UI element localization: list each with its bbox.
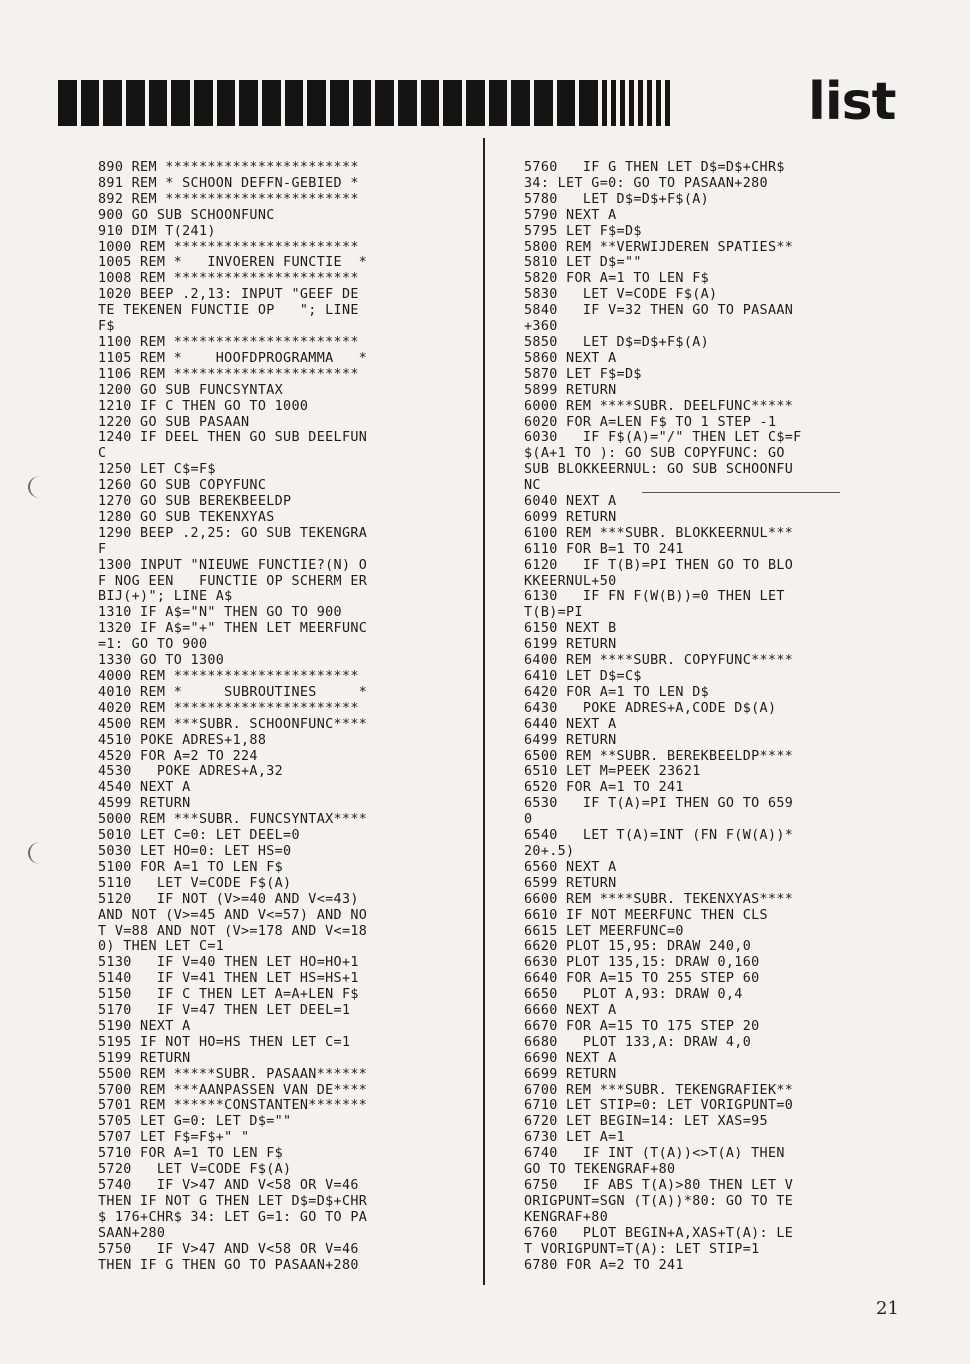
code-line: 6510 LET M=PEEK 23621 [524,764,701,780]
code-line: 6630 PLOT 135,15: DRAW 0,160 [524,955,760,971]
code-line: 5810 LET D$="" [524,255,642,271]
code-line: 910 DIM T(241) [98,223,216,239]
code-line: 5140 IF V=41 THEN LET HS=HS+1 [98,971,359,987]
code-line: 1210 IF C THEN GO TO 1000 [98,398,309,414]
code-line: F NOG EEN FUNCTIE OP SCHERM ER [98,573,368,589]
code-line: 5790 NEXT A [524,207,617,223]
code-line: 1008 REM ********************** [98,271,359,287]
code-line: 6420 FOR A=1 TO LEN D$ [524,684,710,700]
code-line: 4530 POKE ADRES+A,32 [98,764,284,780]
code-line: 5701 REM ******CONSTANTEN******* [98,1098,368,1114]
code-line: 6150 NEXT B [524,621,617,637]
code-line: 5710 FOR A=1 TO LEN F$ [98,1146,284,1162]
code-line: 6615 LET MEERFUNC=0 [524,923,684,939]
code-line: 6640 FOR A=15 TO 255 STEP 60 [524,971,760,987]
code-line: 6650 PLOT A,93: DRAW 0,4 [524,987,743,1003]
code-line: 4599 RETURN [98,796,191,812]
code-line: 6750 IF ABS T(A)>80 THEN LET V [524,1178,794,1193]
code-line: 1250 LET C$=F$ [98,462,216,478]
code-line: 5860 NEXT A [524,350,617,366]
code-line: 5705 LET G=0: LET D$="" [98,1114,292,1130]
code-line: 5720 LET V=CODE F$(A) [98,1162,292,1178]
code-line: 5150 IF C THEN LET A=A+LEN F$ [98,987,359,1003]
code-line: T(B)=PI [524,605,583,621]
code-line: 5199 RETURN [98,1050,191,1066]
code-line: 1300 INPUT "NIEUWE FUNCTIE?(N) O [98,557,368,573]
code-line: 4540 NEXT A [98,780,191,796]
code-line: 6620 PLOT 15,95: DRAW 240,0 [524,939,752,955]
code-line: 6130 IF FN F(W(B))=0 THEN LET [524,589,785,605]
code-line: 6760 PLOT BEGIN+A,XAS+T(A): LE [524,1225,794,1241]
code-line: 6120 IF T(B)=PI THEN GO TO BLO [524,557,794,573]
code-line: 6660 NEXT A [524,1003,617,1019]
code-line: KKEERNUL+50 [524,573,617,589]
code-line: 6670 FOR A=15 TO 175 STEP 20 [524,1018,760,1034]
code-line: 6720 LET BEGIN=14: LET XAS=95 [524,1114,768,1130]
code-line: C [98,446,107,462]
code-line: 6440 NEXT A [524,716,617,732]
code-line: T VORIGPUNT=T(A): LET STIP=1 [524,1241,760,1257]
code-line: 5840 IF V=32 THEN GO TO PASAAN [524,303,794,319]
code-line: 6499 RETURN [524,732,617,748]
page-number: 21 [876,1298,899,1319]
code-line: 6740 IF INT (T(A))<>T(A) THEN [524,1146,785,1162]
magazine-logo: list [808,72,896,132]
code-line: 1280 GO SUB TEKENXYAS [98,509,275,525]
pen-underline-mark [642,492,840,493]
code-line: 1020 BEEP .2,13: INPUT "GEEF DE [98,287,359,303]
code-line: 6560 NEXT A [524,859,617,875]
code-line: 5110 LET V=CODE F$(A) [98,875,292,891]
code-line: 5010 LET C=0: LET DEEL=0 [98,828,300,844]
code-line: 6540 LET T(A)=INT (FN F(W(A))* [524,828,794,844]
code-line: ORIGPUNT=SGN (T(A))*80: GO TO TE [524,1193,794,1209]
code-line: 1290 BEEP .2,25: GO SUB TEKENGRA [98,525,368,541]
code-line: 6700 REM ***SUBR. TEKENGRAFIEK** [524,1082,794,1098]
code-line: 6410 LET D$=C$ [524,669,642,684]
code-line: 6730 LET A=1 [524,1130,625,1146]
code-line: 6599 RETURN [524,875,617,891]
code-line: 4520 FOR A=2 TO 224 [98,748,258,764]
code-line: 4510 POKE ADRES+1,88 [98,732,267,748]
code-line: 5120 IF NOT (V>=40 AND V<=43) [98,891,359,907]
code-line: 6500 REM **SUBR. BEREKBEELDP**** [524,748,794,764]
code-line: 6699 RETURN [524,1066,617,1082]
code-line: =1: GO TO 900 [98,637,208,653]
code-line: 5195 IF NOT HO=HS THEN LET C=1 [98,1034,351,1050]
code-line: 5500 REM *****SUBR. PASAAN****** [98,1066,368,1082]
code-line: TE TEKENEN FUNCTIE OP "; LINE [98,303,359,319]
code-line: 1310 IF A$="N" THEN GO TO 900 [98,605,342,621]
code-line: 6690 NEXT A [524,1050,617,1066]
code-line: 5030 LET HO=0: LET HS=0 [98,843,292,859]
code-line: SUB BLOKKEERNUL: GO SUB SCHOONFU [524,462,794,478]
code-line: KENGRAF+80 [524,1209,609,1225]
code-line: 6530 IF T(A)=PI THEN GO TO 659 [524,796,794,812]
code-line: 890 REM *********************** [98,160,359,175]
code-line: 5130 IF V=40 THEN LET HO=HO+1 [98,955,359,971]
punch-hole-icon [28,842,52,864]
code-line: 4010 REM * SUBROUTINES * [98,684,368,700]
code-line: 1220 GO SUB PASAAN [98,414,250,430]
code-line: GO TO TEKENGRAF+80 [524,1162,676,1178]
code-line: 6110 FOR B=1 TO 241 [524,541,684,557]
code-line: 1100 REM ********************** [98,334,359,350]
code-line: 1330 GO TO 1300 [98,653,225,669]
code-line: 6520 FOR A=1 TO 241 [524,780,684,796]
code-line: 891 REM * SCHOON DEFFN-GEBIED * [98,175,359,191]
column-divider [483,138,485,1285]
code-line: SAAN+280 [98,1225,166,1241]
header-decorative-bar [58,80,670,126]
code-line: 6199 RETURN [524,637,617,653]
code-line: 6600 REM ****SUBR. TEKENXYAS**** [524,891,794,907]
code-line: 1270 GO SUB BEREKBEELDP [98,494,292,510]
code-line: AND NOT (V>=45 AND V<=57) AND NO [98,907,368,923]
code-line: F$ [98,319,115,335]
code-line: 1105 REM * HOOFDPROGRAMMA * [98,350,368,366]
listing-column-right [524,160,854,1273]
code-line: 5700 REM ***AANPASSEN VAN DE**** [98,1082,368,1098]
code-line: 6100 REM ***SUBR. BLOKKEERNUL*** [524,525,794,541]
code-line: 20+.5) [524,843,575,859]
code-line: 6400 REM ****SUBR. COPYFUNC***** [524,653,794,669]
code-line: 6099 RETURN [524,509,617,525]
code-line: 5740 IF V>47 AND V<58 OR V=46 [98,1178,359,1193]
code-line: +360 [524,319,558,335]
code-line: 1000 REM ********************** [98,239,359,255]
code-line: 6040 NEXT A [524,494,617,510]
code-line: 6780 FOR A=2 TO 241 [524,1257,684,1273]
punch-hole-icon [28,476,52,498]
code-line: 0) THEN LET C=1 [98,939,225,955]
code-line: THEN IF G THEN GO TO PASAAN+280 [98,1257,359,1273]
code-line: 5830 LET V=CODE F$(A) [524,287,718,303]
code-line: 6680 PLOT 133,A: DRAW 4,0 [524,1034,752,1050]
code-line: 1200 GO SUB FUNCSYNTAX [98,382,284,398]
code-line: NC [524,478,541,494]
code-line: 892 REM *********************** [98,191,359,207]
code-line: 6710 LET STIP=0: LET VORIGPUNT=0 [524,1098,794,1114]
code-line: 1260 GO SUB COPYFUNC [98,478,267,494]
code-line: 5170 IF V=47 THEN LET DEEL=1 [98,1003,351,1019]
code-line: THEN IF NOT G THEN LET D$=D$+CHR [98,1193,368,1209]
code-line: 5820 FOR A=1 TO LEN F$ [524,271,710,287]
code-line: 6000 REM ****SUBR. DEELFUNC***** [524,398,794,414]
code-line: 1320 IF A$="+" THEN LET MEERFUNC [98,621,368,637]
code-line: 5100 FOR A=1 TO LEN F$ [98,859,284,875]
code-line: 4500 REM ***SUBR. SCHOONFUNC**** [98,716,368,732]
code-line: F [98,541,107,557]
code-line: $(A+1 TO ): GO SUB COPYFUNC: GO [524,446,785,462]
code-line: 34: LET G=0: GO TO PASAAN+280 [524,175,768,191]
code-line: 5750 IF V>47 AND V<58 OR V=46 [98,1241,359,1257]
code-line: 1106 REM ********************** [98,366,359,382]
code-line: $ 176+CHR$ 34: LET G=1: GO TO PA [98,1209,368,1225]
code-line: T V=88 AND NOT (V>=178 AND V<=18 [98,923,368,939]
code-line: 1005 REM * INVOEREN FUNCTIE * [98,255,368,271]
code-line: 5760 IF G THEN LET D$=D$+CHR$ [524,160,785,175]
code-line: 6030 IF F$(A)="/" THEN LET C$=F [524,430,802,446]
code-line: 5780 LET D$=D$+F$(A) [524,191,710,207]
code-line: BIJ(+)"; LINE A$ [98,589,233,605]
code-line: 0 [524,812,533,828]
code-line: 6610 IF NOT MEERFUNC THEN CLS [524,907,768,923]
code-line: 1240 IF DEEL THEN GO SUB DEELFUN [98,430,368,446]
code-line: 6020 FOR A=LEN F$ TO 1 STEP -1 [524,414,777,430]
code-line: 4000 REM ********************** [98,669,359,684]
code-line: 5899 RETURN [524,382,617,398]
code-line: 5707 LET F$=F$+" " [98,1130,250,1146]
code-line: 5795 LET F$=D$ [524,223,642,239]
code-line: 4020 REM ********************** [98,700,359,716]
code-line: 5000 REM ***SUBR. FUNCSYNTAX**** [98,812,368,828]
listing-column-left [98,160,468,1273]
code-line: 900 GO SUB SCHOONFUNC [98,207,275,223]
code-line: 6430 POKE ADRES+A,CODE D$(A) [524,700,777,716]
code-line: 5870 LET F$=D$ [524,366,642,382]
code-line: 5850 LET D$=D$+F$(A) [524,334,710,350]
code-line: 5800 REM **VERWIJDEREN SPATIES** [524,239,794,255]
code-line: 5190 NEXT A [98,1018,191,1034]
